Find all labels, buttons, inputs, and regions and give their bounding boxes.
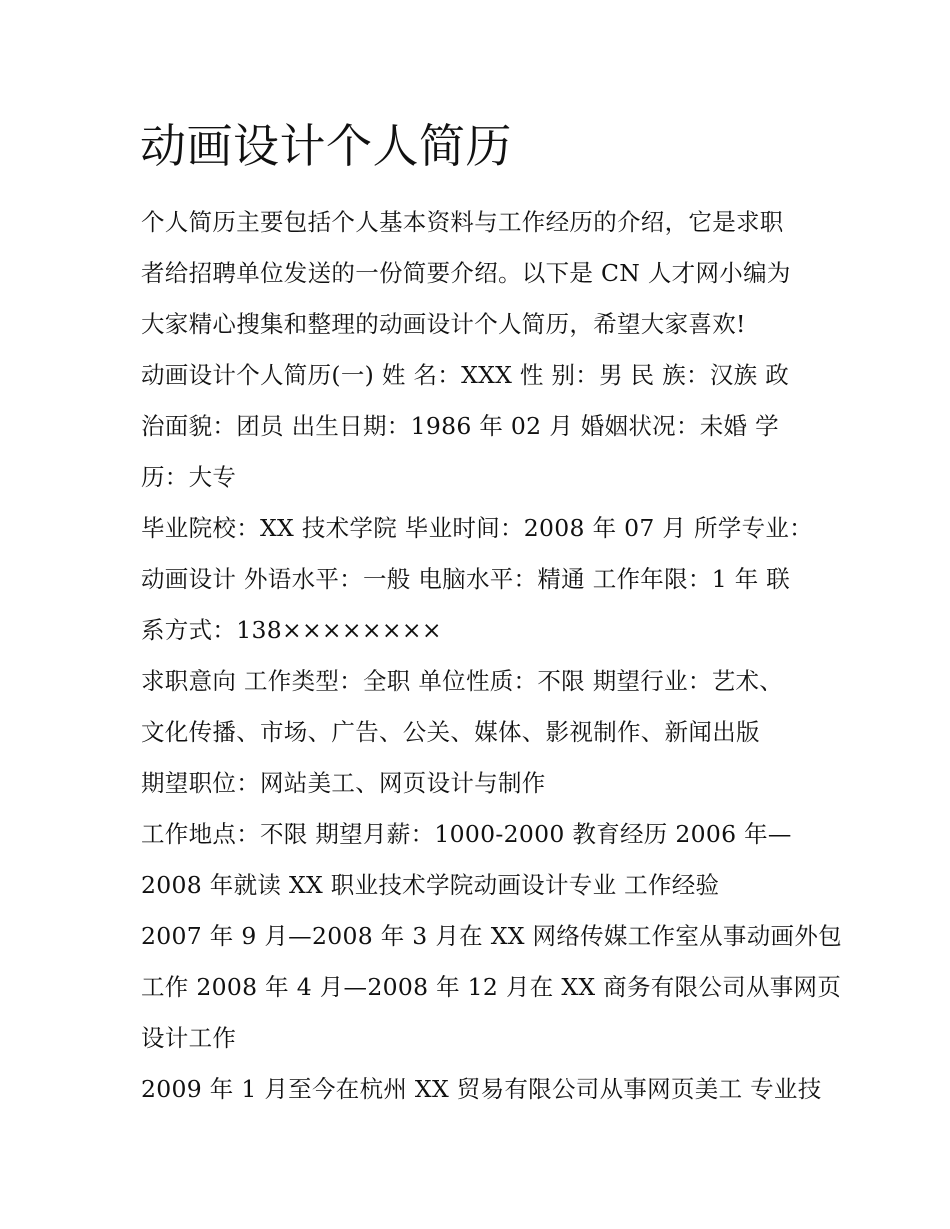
text-line: 者给招聘单位发送的一份简要介绍。以下是 CN 人才网小编为 (141, 259, 791, 287)
text-line: 文化传播、市场、广告、公关、媒体、影视制作、新闻出版 (141, 718, 760, 746)
text-line: 治面貌：团员 出生日期：1986 年 02 月 婚姻状况：未婚 学 (141, 412, 779, 440)
text-line: 历：大专 (141, 463, 237, 491)
text-line: 2008 年就读 XX 职业技术学院动画设计专业 工作经验 (141, 871, 720, 899)
document-title: 动画设计个人简历 (140, 119, 512, 173)
text-line: 2007 年 9 月—2008 年 3 月在 XX 网络传媒工作室从事动画外包 (141, 922, 842, 950)
text-line: 设计工作 (141, 1024, 237, 1052)
text-line: 2009 年 1 月至今在杭州 XX 贸易有限公司从事网页美工 专业技 (141, 1075, 822, 1103)
text-line: 工作地点：不限 期望月薪：1000-2000 教育经历 2006 年— (141, 820, 792, 848)
text-line: 动画设计 外语水平：一般 电脑水平：精通 工作年限：1 年 联 (141, 565, 791, 593)
text-line: 工作 2008 年 4 月—2008 年 12 月在 XX 商务有限公司从事网页 (141, 973, 842, 1001)
text-line: 大家精心搜集和整理的动画设计个人简历，希望大家喜欢! (141, 310, 746, 338)
text-line: 动画设计个人简历(一) 姓 名：XXX 性 别：男 民 族：汉族 政 (141, 361, 790, 389)
text-line: 毕业院校：XX 技术学院 毕业时间：2008 年 07 月 所学专业： (141, 514, 813, 542)
text-line: 期望职位：网站美工、网页设计与制作 (141, 769, 546, 797)
text-line: 系方式：138×××××××× (141, 616, 442, 644)
document-body (141, 197, 842, 1115)
text-line: 求职意向 工作类型：全职 单位性质：不限 期望行业：艺术、 (141, 667, 784, 695)
text-line: 个人简历主要包括个人基本资料与工作经历的介绍，它是求职 (141, 208, 784, 236)
